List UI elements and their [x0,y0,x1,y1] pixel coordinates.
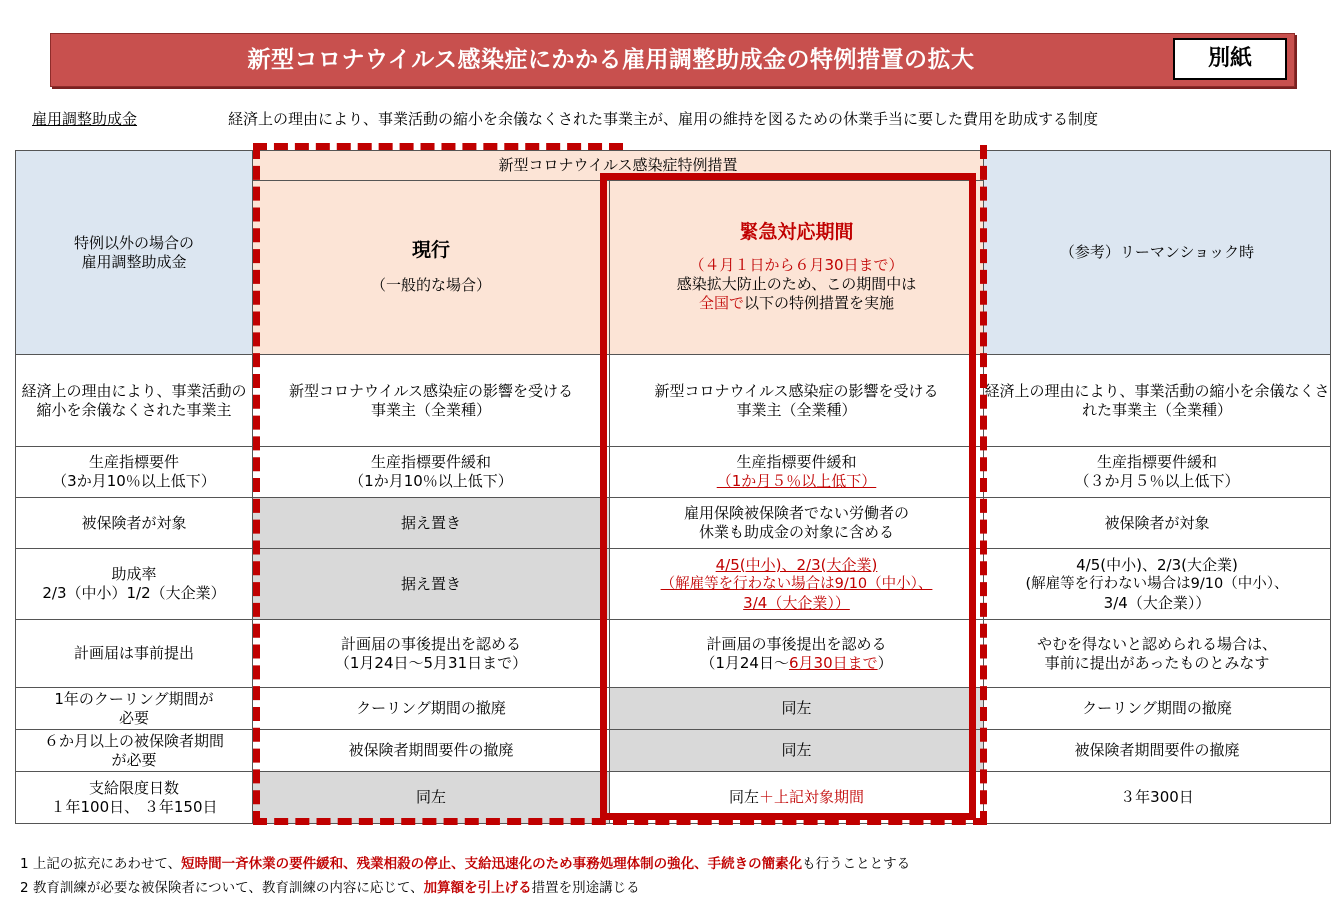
row5-current [253,620,610,688]
row6-emergency [610,688,984,730]
row5-label-text: 計画届は事前提出 [73,644,194,662]
note-1-prefix: 1 上記の拡充にあわせて、 [20,856,182,872]
row8-emergency-same: 同左 [728,788,759,806]
row4-lehman-line1: 4/5(中小)、2/3(大企業) [1076,555,1238,574]
row6-emergency-text: 同左 [781,699,812,717]
row8-lehman [984,772,1331,824]
row2-current-line2: （1か月10％以上低下） [349,472,513,490]
row8-label-line1: 支給限度日数 [88,778,179,797]
row4-emergency-line1: 4/5(中小)、2/3(大企業) [715,555,878,574]
row8-label-line2: １年100日、 ３年150日 [50,797,218,816]
nationwide-emphasis: 全国で [698,293,744,312]
note-2-prefix: 2 教育訓練が必要な被保険者について、教育訓練の内容に応じて、 [20,880,424,896]
row4-emergency-line2: （解雇等を行わない場合は9/10（中小）、 [660,575,933,592]
row7-lehman [984,730,1331,772]
note-2 [20,876,640,896]
row3-lehman-text: 被保険者が対象 [1104,513,1210,532]
row6-lehman [984,688,1331,730]
row8-emergency-text [729,788,864,807]
row2-label-line1: 生産指標要件 [88,453,179,471]
header-emergency-desc1: 感染拡大防止のため、この期間中は [676,274,917,293]
row2-label-line2: （3か月10％以上低下） [52,472,216,490]
row4-emergency-line3: 3/4（大企業）） [743,593,850,612]
row2-emergency-line1: 生産指標要件緩和 [736,453,857,471]
row4-current-text: 据え置き [400,574,461,593]
header-current-sub: （一般的な場合） [370,275,491,294]
row4-label-line1: 助成率 [111,565,157,583]
note-1-emphasis: 短時間一斉休業の要件緩和、残業相殺の停止、支給迅速化のため事務処理体制の強化、手続きの簡素化 [181,856,803,872]
row6-lehman-text: クーリング期間の撤廃 [1082,699,1232,717]
row3-emergency [610,498,984,549]
row7-label [16,730,253,772]
header-emergency-desc2-rest: 以下の特例措置を実施 [744,293,895,312]
row5-current-line1: 計画届の事後提出を認める [340,634,521,653]
row6-label-line2: 必要 [118,708,149,727]
note-2-suffix: 措置を別途講じる [531,880,640,896]
row8-emergency-extra: ＋上記対象期間 [759,788,865,806]
row8-emergency [610,772,984,824]
header-normal-line1: 特例以外の場合の [73,233,194,252]
row3-emergency-line1: 雇用保険被保険者でない労働者の [683,504,909,522]
row3-lehman [984,498,1331,549]
row8-label [16,772,253,824]
note-2-emphasis: 加算額を引上げる [423,880,532,896]
row1-current-text: 新型コロナウイルス感染症の影響を受ける事業主（全業種） [288,381,574,419]
comparison-table [15,150,1331,824]
page-title: 新型コロナウイルス感染症にかかる雇用調整助成金の特例措置の拡大 [247,47,975,73]
row1-label-text: 経済上の理由により、事業活動の縮小を余儀なくされた事業主 [21,381,247,419]
row6-label [16,688,253,730]
row2-lehman [984,447,1331,498]
row7-emergency-text: 同左 [781,741,812,759]
row4-lehman-line3: 3/4（大企業）） [1103,593,1211,612]
row4-current [253,549,610,620]
row3-label-text: 被保険者が対象 [81,513,187,532]
row7-lehman-text: 被保険者期間要件の撤廃 [1074,741,1240,759]
note-1 [20,852,910,872]
row2-emergency-line2: （1か月５％以上低下） [716,472,877,490]
row2-lehman-line2: （３か月５％以上低下） [1074,472,1240,490]
row3-emergency-line2: 休業も助成金の対象に含める [698,523,894,541]
row7-label-line1: ６か月以上の被保険者期間 [43,731,224,750]
header-lehman-label: （参考）リーマンショック時 [1059,243,1255,261]
note-1-suffix: も行うこととする [802,856,911,872]
row5-current-line2: （1月24日～5月31日まで） [334,653,528,672]
row5-emergency-line2-start: （1月24日～ [700,653,789,672]
row5-lehman [984,620,1331,688]
row4-label [16,549,253,620]
header-current [253,181,610,355]
row1-emergency-text: 新型コロナウイルス感染症の影響を受ける事業主（全業種） [654,381,939,419]
row5-emergency-new-end-date: 6月30日まで [788,653,878,672]
intro-label: 雇用調整助成金 [32,110,138,128]
header-special-group-label: 新型コロナウイルス感染症特例措置 [498,156,738,174]
title-banner [50,33,1295,87]
row5-lehman-line2: 事前に提出があったものとみなす [1044,653,1270,672]
row4-emergency [610,549,984,620]
row3-current [253,498,610,549]
row8-current-text: 同左 [415,788,446,806]
row1-current [253,355,610,447]
row2-label [16,447,253,498]
row2-current [253,447,610,498]
row7-label-line2: が必要 [111,750,157,769]
row4-label-line2: 2/3（中小）1/2（大企業） [42,584,226,602]
intro-text: 経済上の理由により、事業活動の縮小を余儀なくされた事業主が、雇用の維持を図るための休業手当に要した費用を助成する制度 [228,110,1099,128]
header-lehman [984,151,1331,355]
header-emergency-desc2 [699,294,894,313]
attachment-tag: 別紙 [1173,38,1287,80]
row6-label-line1: 1年のクーリング期間が [54,689,214,708]
row8-current [253,772,610,824]
row5-label [16,620,253,688]
row7-current [253,730,610,772]
special-measures-dashed-frame-top [253,143,623,150]
row2-emergency [610,447,984,498]
row6-current-text: クーリング期間の撤廃 [356,699,506,717]
row1-label [16,355,253,447]
row1-emergency [610,355,984,447]
row5-emergency-line1: 計画届の事後提出を認める [706,634,887,653]
header-normal-line2: 雇用調整助成金 [81,252,187,271]
row5-emergency [610,620,984,688]
header-emergency-period: （４月１日から６月30日まで） [689,255,904,274]
row7-emergency [610,730,984,772]
row3-label [16,498,253,549]
header-current-title: 現行 [411,238,450,261]
header-special-group [253,151,984,181]
row2-lehman-line1: 生産指標要件緩和 [1096,453,1217,471]
row5-emergency-line2-end: ） [877,653,893,672]
row4-lehman-line2: (解雇等を行わない場合は9/10（中小）、 [1025,575,1289,592]
row5-emergency-line2 [700,654,892,673]
row8-lehman-text: ３年300日 [1120,788,1194,806]
row4-lehman [984,549,1331,620]
row1-lehman-text: 経済上の理由により、事業活動の縮小を余儀なくされた事業主（全業種） [984,381,1330,419]
row1-lehman [984,355,1331,447]
header-normal [16,151,253,355]
row7-current-text: 被保険者期間要件の撤廃 [348,741,514,759]
header-emergency-title: 緊急対応期間 [739,220,854,243]
row3-current-text: 据え置き [400,513,461,532]
row5-lehman-line1: やむを得ないと認められる場合は、 [1036,634,1277,653]
row2-current-line1: 生産指標要件緩和 [370,453,491,471]
row6-current [253,688,610,730]
header-emergency [610,181,984,355]
